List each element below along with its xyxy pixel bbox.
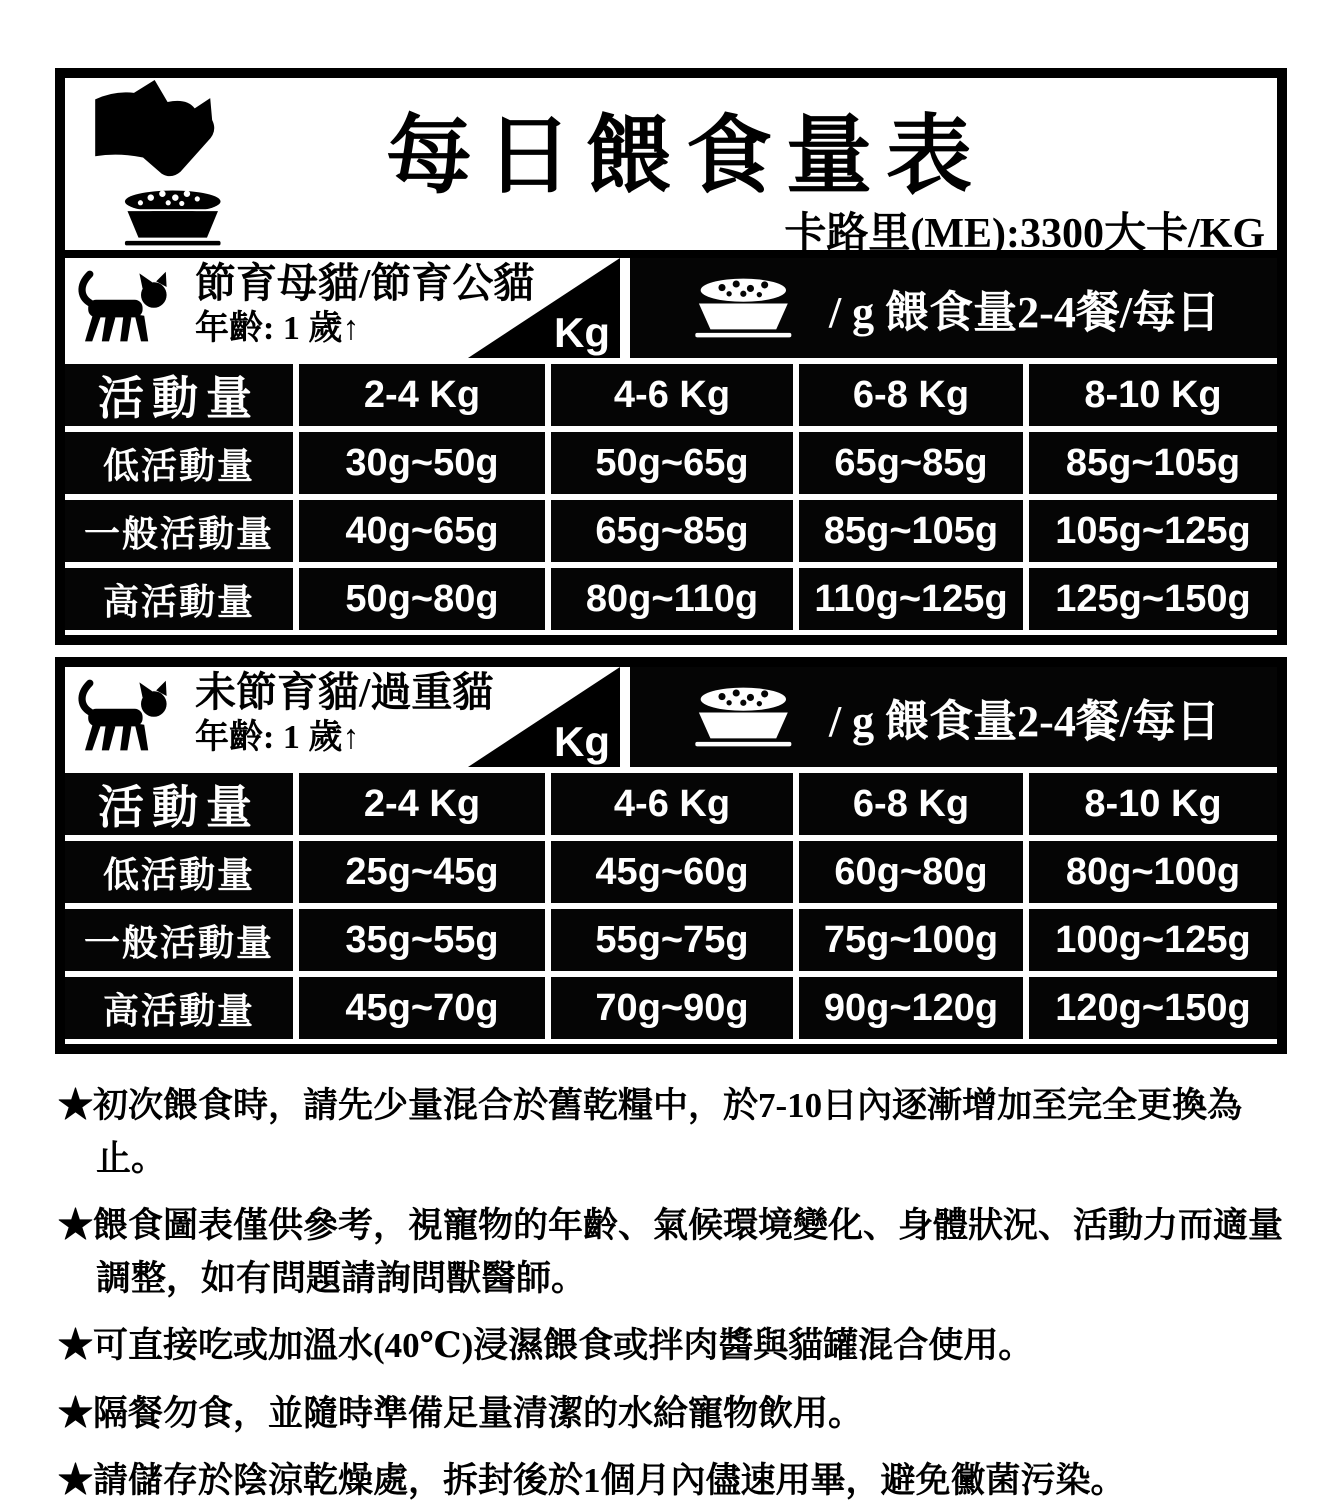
group-title: 節育母貓/節育公貓 <box>195 260 535 306</box>
cat-head-eating-bowl-icon <box>67 80 272 248</box>
table-cell: 105g~125g <box>1029 500 1277 562</box>
table-cell: 30g~50g <box>299 432 545 494</box>
column-header: 2-4 Kg <box>299 773 545 835</box>
table-cell: 110g~125g <box>799 568 1023 630</box>
serving-label: / g 餵食量2-4餐/每日 <box>828 288 1221 337</box>
column-header: 2-4 Kg <box>299 364 545 426</box>
unneutered-cat-card <box>55 657 1287 1054</box>
age-line: 年齡: 1 歲↑ <box>195 719 360 757</box>
group-title: 未節育貓/過重貓 <box>195 669 494 715</box>
table2-group-cell <box>65 667 620 767</box>
column-header: 活動量 <box>65 773 293 835</box>
row-label: 低活動量 <box>65 841 293 903</box>
row-label: 一般活動量 <box>65 909 293 971</box>
footnote: ★隔餐勿食，並隨時準備足量清潔的水給寵物飲用。 <box>58 1393 864 1433</box>
feeding-chart-sheet <box>0 68 1333 1500</box>
table-cell: 100g~125g <box>1029 909 1277 971</box>
column-header: 4-6 Kg <box>551 364 793 426</box>
table2-grid <box>65 773 1277 1039</box>
column-header: 8-10 Kg <box>1029 364 1277 426</box>
footnote: ★請儲存於陰涼乾燥處，拆封後於1個月內儘速用畢，避免黴菌污染。 <box>58 1461 1126 1500</box>
column-header: 6-8 Kg <box>799 773 1023 835</box>
table-cell: 70g~90g <box>551 977 793 1039</box>
table-cell: 90g~120g <box>799 977 1023 1039</box>
table-cell: 75g~100g <box>799 909 1023 971</box>
table-cell: 50g~65g <box>551 432 793 494</box>
column-header: 6-8 Kg <box>799 364 1023 426</box>
table-cell: 65g~85g <box>799 432 1023 494</box>
footnotes <box>58 1080 1285 1508</box>
table-cell: 65g~85g <box>551 500 793 562</box>
row-label: 高活動量 <box>65 568 293 630</box>
food-bowl-icon <box>687 685 805 749</box>
column-header: 活動量 <box>65 364 293 426</box>
neutered-cat-card <box>55 68 1287 645</box>
walking-cat-icon <box>77 676 181 760</box>
walking-cat-icon <box>77 267 181 351</box>
kg-unit-label: Kg <box>554 718 610 765</box>
calorie-line: 卡路里(ME):3300大卡/KG <box>784 211 1265 257</box>
row-label: 一般活動量 <box>65 500 293 562</box>
footnote: ★餵食圖表僅供參考，視寵物的年齡、氣候環境變化、身體狀況、活動力而適量調整，如有問題請詢問獸醫師。 <box>58 1206 1284 1298</box>
table-cell: 125g~150g <box>1029 568 1277 630</box>
footnote: ★初次餵食時，請先少量混合於舊乾糧中，於7-10日內逐漸增加至完全更換為止。 <box>58 1086 1243 1178</box>
food-bowl-icon <box>687 276 805 340</box>
table-cell: 45g~70g <box>299 977 545 1039</box>
table2-header-band <box>65 667 1277 767</box>
serving-label: / g 餵食量2-4餐/每日 <box>828 697 1221 746</box>
page-title: 每日餵食量表 <box>386 108 986 204</box>
column-header: 8-10 Kg <box>1029 773 1277 835</box>
table-cell: 40g~65g <box>299 500 545 562</box>
column-header: 4-6 Kg <box>551 773 793 835</box>
table-cell: 80g~110g <box>551 568 793 630</box>
age-line: 年齡: 1 歲↑ <box>195 310 360 348</box>
table-cell: 50g~80g <box>299 568 545 630</box>
table1-group-text <box>195 260 534 351</box>
table-cell: 35g~55g <box>299 909 545 971</box>
table2-serving-cell <box>630 667 1277 767</box>
table1-serving-cell <box>630 258 1277 358</box>
table1-header-band <box>65 250 1277 358</box>
footnote: ★可直接吃或加溫水(40℃)浸濕餵食或拌肉醬與貓罐混合使用。 <box>58 1326 1034 1365</box>
table-cell: 55g~75g <box>551 909 793 971</box>
row-label: 低活動量 <box>65 432 293 494</box>
table-cell: 85g~105g <box>799 500 1023 562</box>
table1-grid <box>65 364 1277 630</box>
table-cell: 45g~60g <box>551 841 793 903</box>
title-row <box>65 78 1277 257</box>
table-cell: 60g~80g <box>799 841 1023 903</box>
table2-group-text <box>195 669 493 760</box>
table-cell: 85g~105g <box>1029 432 1277 494</box>
table-cell: 80g~100g <box>1029 841 1277 903</box>
row-label: 高活動量 <box>65 977 293 1039</box>
kg-unit-label: Kg <box>554 309 610 356</box>
table1-group-cell <box>65 258 620 358</box>
table-cell: 120g~150g <box>1029 977 1277 1039</box>
table-cell: 25g~45g <box>299 841 545 903</box>
